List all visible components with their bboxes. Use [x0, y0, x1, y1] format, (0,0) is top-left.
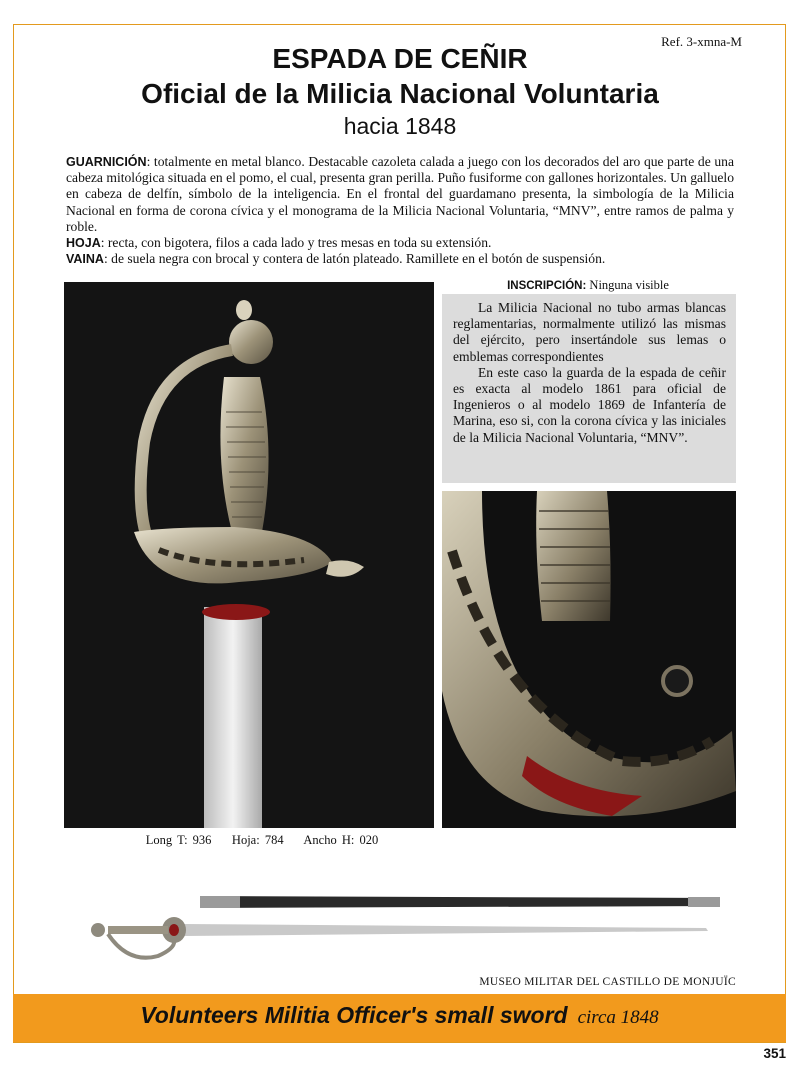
- inscription-label: INSCRIPCIÓN:: [507, 280, 587, 292]
- inscription-value: Ninguna visible: [589, 278, 669, 292]
- page-subtitle: Oficial de la Milicia Nacional Voluntaria: [141, 78, 659, 109]
- hoja-paragraph: [66, 235, 734, 251]
- note-paragraph-1: La Milicia Nacional no tubo armas blancas reglamentarias, normalmente utilizó las mismas del ejército, pero insertándole sus lemas o emblemas correspondientes: [453, 300, 726, 364]
- hoja-text: : recta, con bigotera, filos a cada lado y tres mesas en toda su extensión.: [100, 235, 492, 251]
- museum-credit: MUSEO MILITAR DEL CASTILLO DE MONJUÏC: [479, 976, 736, 988]
- banner-title: Volunteers Militia Officer's small sword: [140, 1002, 568, 1028]
- dimensions: Long T: 936 Hoja: 784 Ancho H: 020: [145, 833, 379, 847]
- description: [66, 154, 734, 267]
- sword-hilt-photo: [64, 282, 434, 828]
- guard-detail-illustration: [442, 491, 736, 828]
- vaina-text: : de suela negra con brocal y contera de latón plateado. Ramillete en el botón de suspensión.: [103, 251, 606, 267]
- guarnicion-paragraph: [66, 154, 734, 235]
- banner-text: [13, 1002, 786, 1029]
- sword-and-scabbard-photo: [88, 886, 728, 970]
- history-note: [442, 294, 736, 483]
- inscription: [442, 278, 734, 293]
- guard-detail-photo: [442, 491, 736, 828]
- page-title: ESPADA DE CEÑIR: [272, 43, 528, 74]
- hoja-label: HOJA: [66, 236, 101, 251]
- page-date: hacia 1848: [343, 113, 457, 139]
- english-title-banner: [13, 994, 786, 1042]
- sword-hilt-illustration: [64, 282, 434, 828]
- vaina-paragraph: [66, 251, 734, 267]
- vaina-label: VAINA: [66, 252, 104, 267]
- page-number: 351: [763, 1046, 786, 1061]
- full-sword-illustration: [88, 886, 728, 970]
- reference-code: Ref. 3-xmna-M: [661, 34, 742, 49]
- guarnicion-text: : totalmente en metal blanco. Destacable cazoleta calada a juego con los decorados del aro que parte de una cabeza mitológica situada en el pomo, el cual, presenta gran perilla. Puño fusiforme con gallones horizontales. Un galluelo en cabeza de delfín, símbolo de la inteligencia. En el frontal del guardamano presenta, la simbología de la Milicia Nacional en forma de corona cívica y el monograma de la Milicia Nacional Voluntaria, “MNV”, entre ramos de palma y roble.: [66, 154, 734, 234]
- note-paragraph-2: En este caso la guarda de la espada de ceñir es exacta al modelo 1861 para oficial de Ingenieros o al modelo 1869 de Infantería de Marina, eso si, con la corona cívica y las iniciales de la Milicia Nacional Voluntaria, “MNV”.: [453, 364, 726, 445]
- banner-subtitle: circa 1848: [577, 1007, 659, 1028]
- guarnicion-label: GUARNICIÓN: [66, 155, 147, 169]
